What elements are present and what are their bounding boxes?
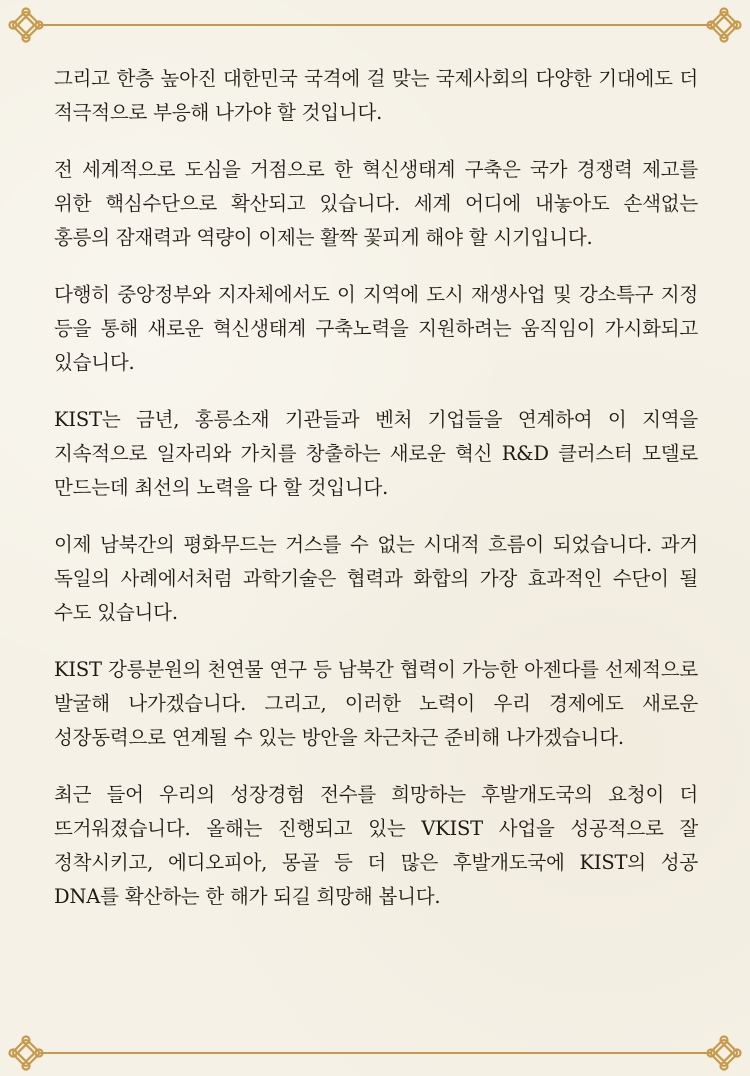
paragraph: 그리고 한층 높아진 대한민국 국격에 걸 맞는 국제사회의 다양한 기대에도 더 적극적으로 부응해 나가야 할 것입니다.: [54, 67, 698, 124]
paragraph: 전 세계적으로 도심을 거점으로 한 혁신생태계 구축은 국가 경쟁력 제고를 위한 핵심수단으로 확산되고 있습니다. 세계 어디에 내놓아도 손색없는 홍릉의 잠재력과 역량이 이제는 활짝 꽃피게 해야 할 시기입니다.: [54, 158, 698, 249]
paragraph: KIST 강릉분원의 천연물 연구 등 남북간 협력이 가능한 아젠다를 선제적으로 발굴해 나가겠습니다. 그리고, 이러한 노력이 우리 경제에도 새로운 성장동력으로 연계될 수 있는 방안을 차근차근 준비해 나가겠습니다.: [54, 658, 698, 749]
paragraph: 다행히 중앙정부와 지자체에서도 이 지역에 도시 재생사업 및 강소특구 지정 등을 통해 새로운 혁신생태계 구축노력을 지원하려는 움직임이 가시화되고 있습니다.: [54, 283, 698, 374]
document-body: [54, 62, 698, 937]
top-border-line: [38, 24, 712, 26]
paragraph: KIST는 금년, 홍릉소재 기관들과 벤처 기업들을 연계하여 이 지역을 지속적으로 일자리와 가치를 창출하는 새로운 혁신 R&D 클러스터 모델로 만드는데 최선의 노력을 다 할 것입니다.: [54, 408, 698, 499]
endless-knot-icon: [8, 7, 44, 43]
paragraph: 이제 남북간의 평화무드는 거스를 수 없는 시대적 흐름이 되었습니다. 과거 독일의 사례에서처럼 과학기술은 협력과 화합의 가장 효과적인 수단이 될 수도 있습니다.: [54, 533, 698, 624]
paragraph: 최근 들어 우리의 성장경험 전수를 희망하는 후발개도국의 요청이 더 뜨거워졌습니다. 올해는 진행되고 있는 VKIST 사업을 성공적으로 잘 정착시키고, 에디오피아, 몽골 등 더 많은 후발개도국에 KIST의 성공 DNA를 확산하는 한 해가 되길 희망해 봅니다.: [54, 783, 698, 908]
bottom-border-line: [38, 1052, 712, 1054]
endless-knot-icon: [706, 1035, 742, 1071]
endless-knot-icon: [8, 1035, 44, 1071]
endless-knot-icon: [706, 7, 742, 43]
